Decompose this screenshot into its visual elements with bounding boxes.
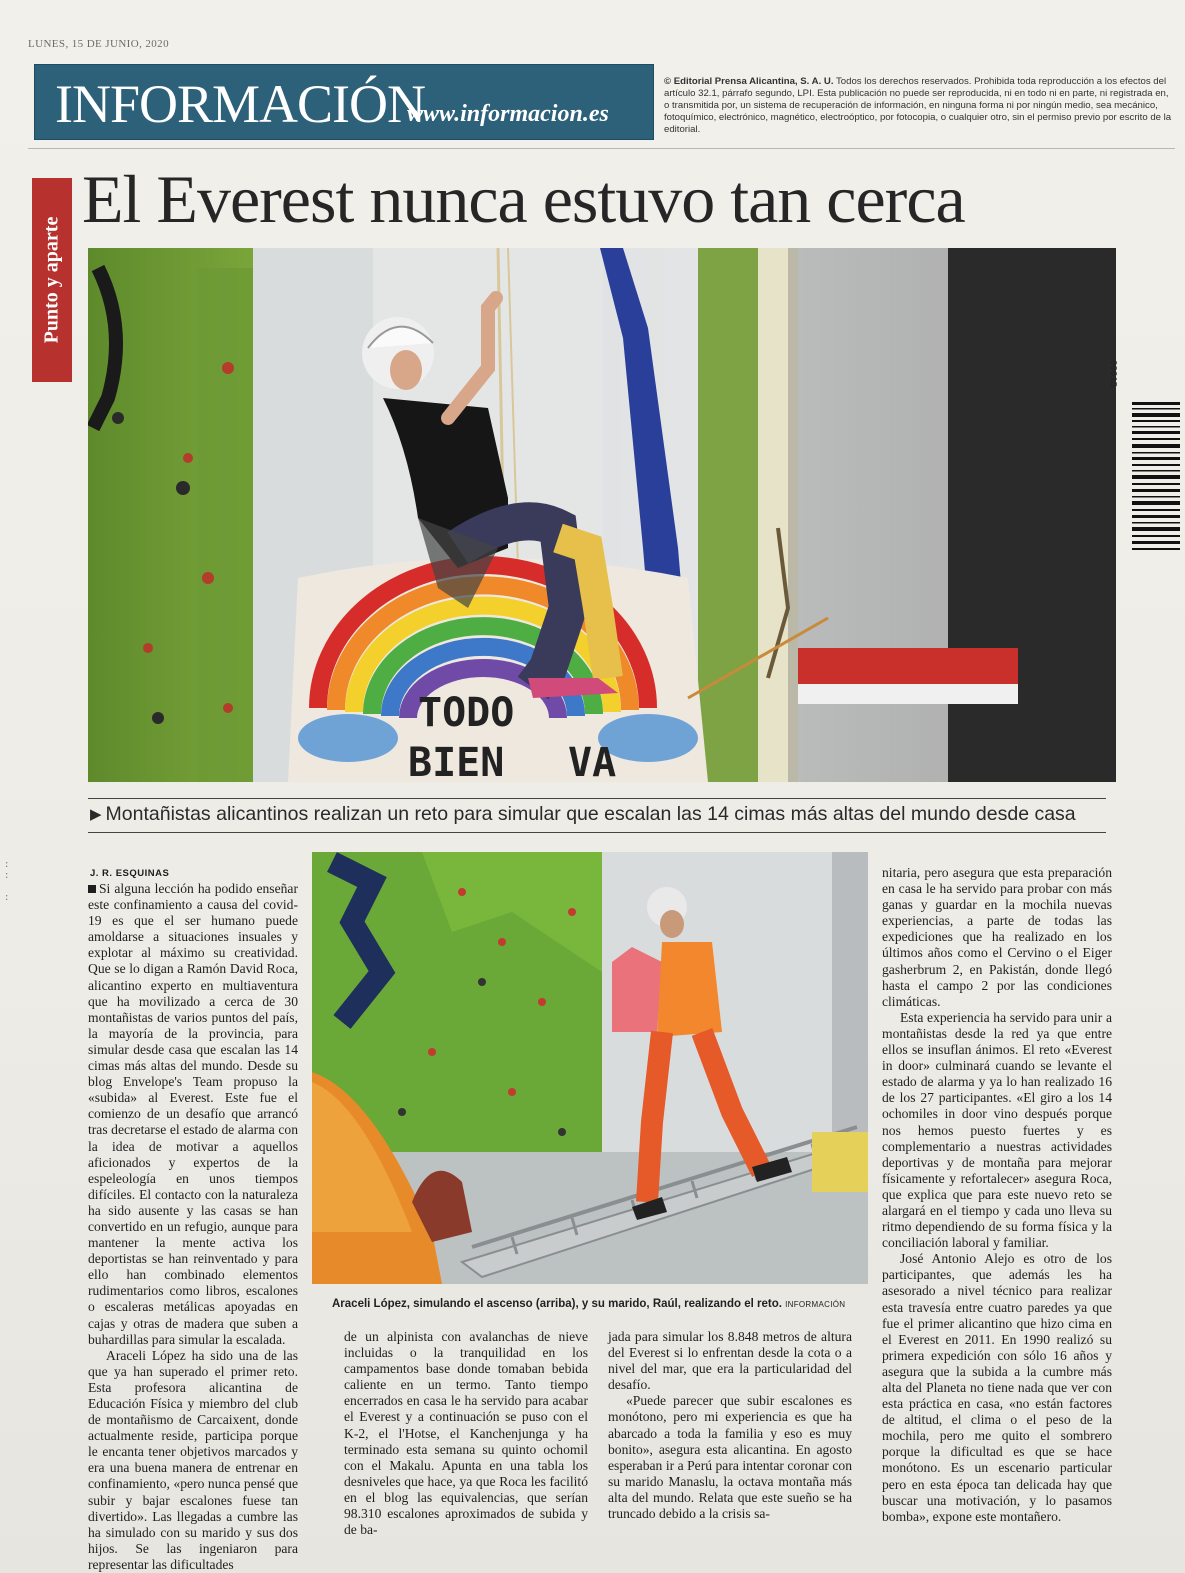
photo-caption-text: Araceli López, simulando el ascenso (arriba), y su marido, Raúl, realizando el reto. [332,1298,782,1310]
byline: J. R. ESQUINAS [90,868,170,879]
paragraph-2: Araceli López ha sido una de las que ya han superado el primer reto. Esta profesora alicantina de Educación Física y miembro del club de montañismo de Carcaixent, donde actualmente reside, participa porque le encanta tener objetivos marcados y era una buena manera de entrenar en confinamiento, «pero nunca pensé que subir y bajar escalones fuese tan divertido». Las llegadas a cumbre las ha simulado con su marido y sus dos hijos. Se las ingeniaron para representar las dificultades [88,1347,298,1572]
barcode-image [1132,402,1180,552]
copyright-notice [664,76,1174,136]
paragraph-1: Si alguna lección ha podido enseñar este confinamiento a causa del covid-19 es que el ser humano puede amoldarse a situaciones insuales y explotar al máximo su creatividad. Que se lo digan a Ramón David Roca, alicantino experto en multiaventura que ha movilizado a cerca de 30 montañistas de varios puntos del país, la mayoría de la provincia, para simular desde casa que escalan las 14 cimas más altas del mundo. Desde su blog Envelope's Team propuso la «subida» al Everest. Este fue el comienzo de un desafío que arrancó tras decretarse el estado de alarma con la idea de motivar a aquellos aficionados y expertos de la espeleología en unos tiempos difíciles. El contacto con la naturaleza ha sido ausente y las casas se han convertido en un refugio, aunque para mantener la mente activa los deportistas se han reinventado y para ello han combinado elementos rudimentarios como libros, escalones o escaleras metálicas apoyadas en cajas y otras de madera que suben a buhardillas para simular la escalada. [88,881,298,1347]
paragraph-8: José Antonio Alejo es otro de los participantes, que además les ha asesorado a nivel técnico para realizar esta travesía entre cuatro paredes ya que fue el primer alicantino que hizo cima en el Everest en 2011. En 1990 realizó su primera expedición con sólo 16 años y asegura que la subida a la cumbre más alta del Planeta no tiene nada que ver con esta práctica en casa, «no están factores de altitud, el clima o el peso de la mochila, pero me quito el sombrero porque la dificultad es que se hace monótono. Es un escenario particular pero en esta época tan delicada hay que buscar una motivación, y lo pasamos bomba», expone este montañero. [882,1251,1112,1524]
paragraph-7: Esta experiencia ha servido para unir a montañistas desde la red ya que entre ellos se insuflan ánimos. El reto «Everest in door» culminará cuando se levante el estado de alarma y ya lo han realizado 16 de los 27 participantes. «El giro a los 14 ochomiles in door vino después porque nos hemos puesto fuertes y es complementario a nuestras actividades deportivas y de montaña para mejorar físicamente y refortalecer» asegura Roca, que explica que para este nuevo reto se alargará en el tiempo y cada uno lleva su ritmo dependiendo de su forma física y la conciliación laboral y familiar. [882,1009,1112,1251]
main-photo [88,248,1116,782]
article-column-2 [344,1329,588,1538]
newspaper-logo: INFORMACIÓN [55,74,426,134]
arrow-icon: ▶ [90,806,102,823]
masthead-banner [34,64,654,140]
section-label: Punto y aparte [40,216,63,344]
section-tab [32,178,72,382]
paragraph-1-container [88,881,298,1348]
banner-text-2: BIEN [408,740,505,782]
bullet-square-icon [88,885,96,893]
website-url: www.informacion.es [407,101,609,127]
photo-caption [332,1298,845,1310]
paragraph-6: nitaria, pero asegura que esta preparación en casa le ha servido para probar con más ganas y guardar en la mochila nuevas experiencias, a parte de todas las expediciones que ha realizado en los últimos años como el Cervino o el Eiger gasherbrum 2, en Pakistán, donde llegó hasta el campo 2 por las condiciones climáticas. [882,865,1112,1009]
margin-marks: : : : [4,860,10,903]
barcode-number: 00615 [1108,360,1118,388]
banner-text-3: VA [568,740,617,782]
subhead-rule-bottom [88,832,1106,833]
secondary-photo [312,852,868,1284]
paragraph-5: «Puede parecer que subir escalones es monótono, pero mi experiencia es que ha abarcado a toda la familia y eso es muy bonito», asegura esta alicantina. En agosto esperaban ir a Perú para intentar coronar con su marido Manaslu, la octava montaña más alta del mundo. Relata que este sueño se ha truncado debido a la crisis sa- [608,1393,852,1522]
subhead-rule-top [88,798,1106,799]
headline: El Everest nunca estuvo tan cerca [82,161,965,237]
ladder-photo-illustration [312,852,868,1284]
article-column-3 [608,1329,852,1522]
subheadline-text: Montañistas alicantinos realizan un reto para simular que escalan las 14 cimas más altas del mundo desde casa [105,803,1076,825]
paragraph-4: jada para simular los 8.848 metros de altura del Everest si lo enfrentan desde la cota o a nivel del mar, que era la particularidad del desafío. [608,1329,852,1393]
copyright-lead: © Editorial Prensa Alicantina, S. A. U. [664,76,834,87]
copyright-text: Todos los derechos reservados. Prohibida toda reproducción a los efectos del artículo 32.1, párrafo segundo, LPI. Esta publicación no puede ser reproducida, ni en todo ni en parte, ni registrada en, o transmitida por, un sistema de recuperación de información, en ninguna forma ni por ningún medio, sea mecánico, fotoquímico, electrónico, magnético, electroóptico, por fotocopia, o cualquier otro, sin el permiso previo por escrito de la editorial. [664,76,1172,135]
photo-credit: INFORMACIÓN [785,1300,846,1309]
article-column-4 [882,865,1112,1525]
climber-photo-illustration [88,248,1116,782]
header-divider [28,148,1175,149]
dateline: LUNES, 15 DE JUNIO, 2020 [28,38,169,50]
subheadline [90,803,1076,826]
article-column-1 [88,881,298,1573]
banner-text-1: TODO [418,690,515,736]
paragraph-3: de un alpinista con avalanchas de nieve incluidas o la tranquilidad en los campamentos base donde tomaban bebida caliente en un termo. Tanto tiempo encerrados en casa le ha servido para acabar el Everest y a continuación se puso con el K-2, el l'Hotse, el Kanchenjunga y ha terminado esta semana su quinto ochomil con el Makalu. Apunta en una tabla los desniveles que hace, ya que Roca les facilitó en el blog las equivalencias, que serían 98.310 escalones aproximados de subida y de ba- [344,1329,588,1538]
